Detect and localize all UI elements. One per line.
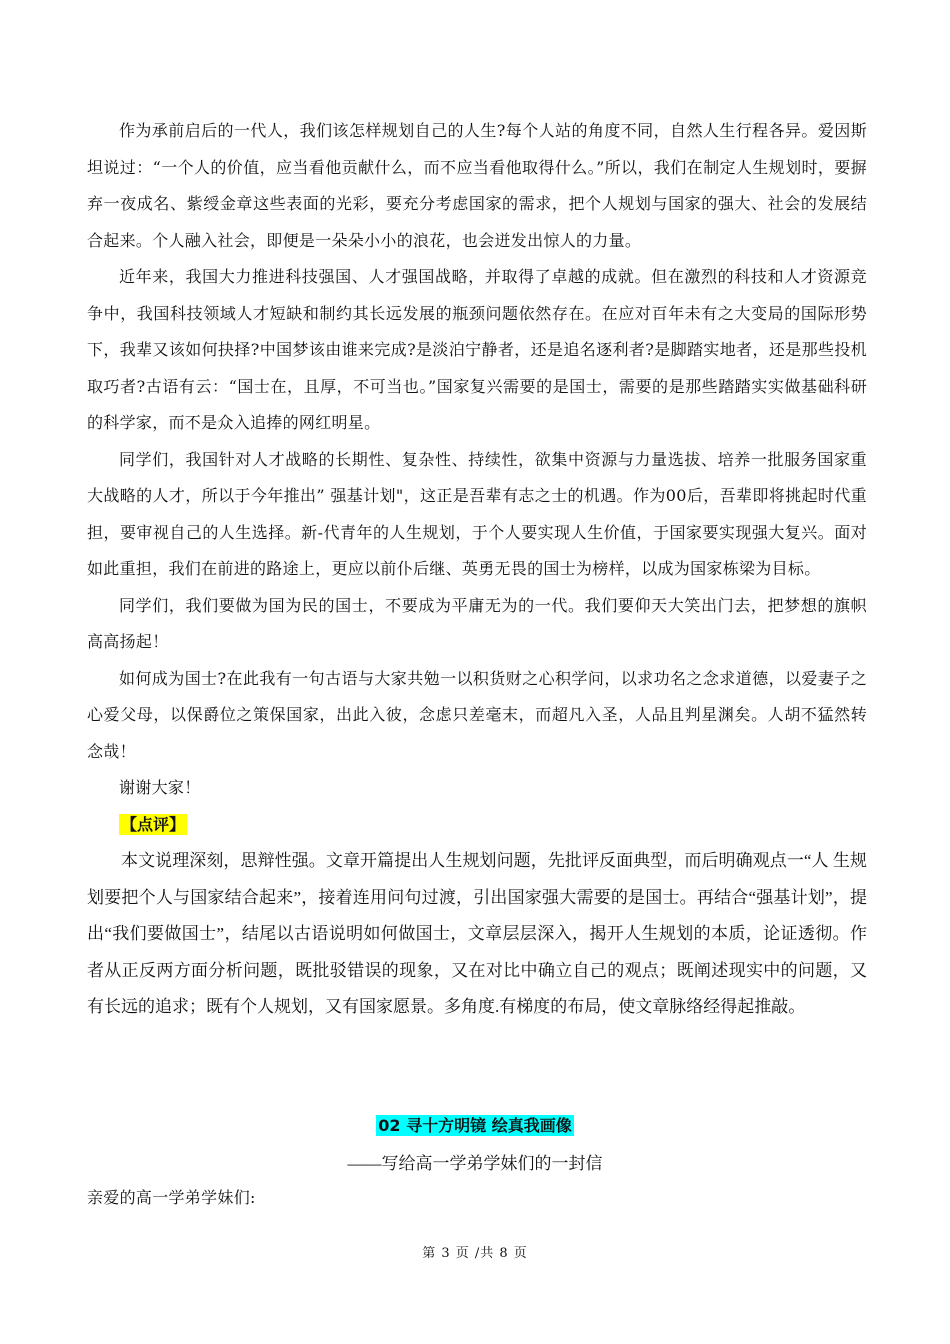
letter-greeting: 亲爱的高一学弟学妹们: bbox=[87, 1188, 256, 1207]
paragraph-4: 同学们，我们要做为国为民的国士，不要成为平庸无为的一代。我们要仰天大笑出门去，把梦想的旗帜高高扬起！ bbox=[87, 595, 867, 651]
closing-thanks: 谢谢大家！ bbox=[119, 778, 201, 797]
paragraph-5: 如何成为国士?在此我有一句古语与大家共勉一以积货财之心积学问，以求功名之念求道德，以爱妻子之心爱父母，以保爵位之策保国家，出此入彼，念虑只差毫末，而超凡入圣，人品且判星渊矣。人胡不猛然转念哉！ bbox=[87, 668, 867, 761]
paragraph-3: 同学们，我国针对人才战略的长期性、复杂性、持续性，欲集中资源与力量选拔、培养一批服务国家重大战略的人才，所以于今年推出” 强基计划"，这正是吾辈有志之士的机遇。作为00后，吾辈即将挑起时代重担，要审视自己的人生选择。新-代青年的人生规划，于个人要实现人生价值，于国家要实现强大复兴。面对如此重担，我们在前进的路途上，更应以前仆后继、英勇无畏的国士为榜样，以成为国家栋梁为目标。 bbox=[87, 449, 867, 578]
comment-label: 【点评】 bbox=[121, 814, 186, 834]
section-subtitle: ——写给高一学弟学妹们的一封信 bbox=[347, 1154, 603, 1173]
section-title bbox=[0, 1115, 950, 1137]
article-body bbox=[87, 113, 867, 1026]
comment-text: 本文说理深刻，思辩性强。文章开篇提出人生规划问题，先批评反面典型，而后明确观点一“人 生规划要把个人与国家结合起来”，接着连用问句过渡，引出国家强大需要的是国士。再结合“强基计划”，提出“我们要做国士”，结尾以古语说明如何做国士，文章层层深入，揭开人生规划的本质，论证透彻。作者从正反两方面分析问题，既批驳错误的现象，又在对比中确立自己的观点；既阐述现实中的问题，又有长远的追求；既有个人规划，又有国家愿景。多角度.有梯度的布局，使文章脉络经得起推敲。 bbox=[87, 851, 867, 1016]
section-title-text: 02 寻十方明镜 绘真我画像 bbox=[378, 1116, 572, 1135]
page-number-footer: 第 3 页 /共 8 页 bbox=[422, 1246, 528, 1261]
comment-label-line bbox=[87, 807, 867, 844]
paragraph-1: 作为承前启后的一代人，我们该怎样规划自己的人生?每个人站的角度不同，自然人生行程各异。爱因斯坦说过：“一个人的价值，应当看他贡献什么，而不应当看他取得什么。”所以，我们在制定人生规划时，要摒弃一夜成名、紫绶金章这些表面的光彩，要充分考虑国家的需求，把个人规划与国家的强大、社会的发展结合起来。个人融入社会，即便是一朵朵小小的浪花，也会迸发出惊人的力量。 bbox=[87, 121, 867, 250]
paragraph-2: 近年来，我国大力推进科技强国、人才强国战略，并取得了卓越的成就。但在激烈的科技和人才资源竞争中，我国科技领域人才短缺和制约其长远发展的瓶颈问题依然存在。在应对百年未有之大变局的国际形势下，我辈又该如何抉择?中国梦该由谁来完成?是淡泊宁静者，还是追名逐利者?是脚踏实地者，还是那些投机取巧者?古语有云：“国士在，且厚，不可当也。”国家复兴需要的是国士，需要的是那些踏踏实实做基础科研的科学家，而不是众入追捧的网红明星。 bbox=[87, 267, 867, 432]
